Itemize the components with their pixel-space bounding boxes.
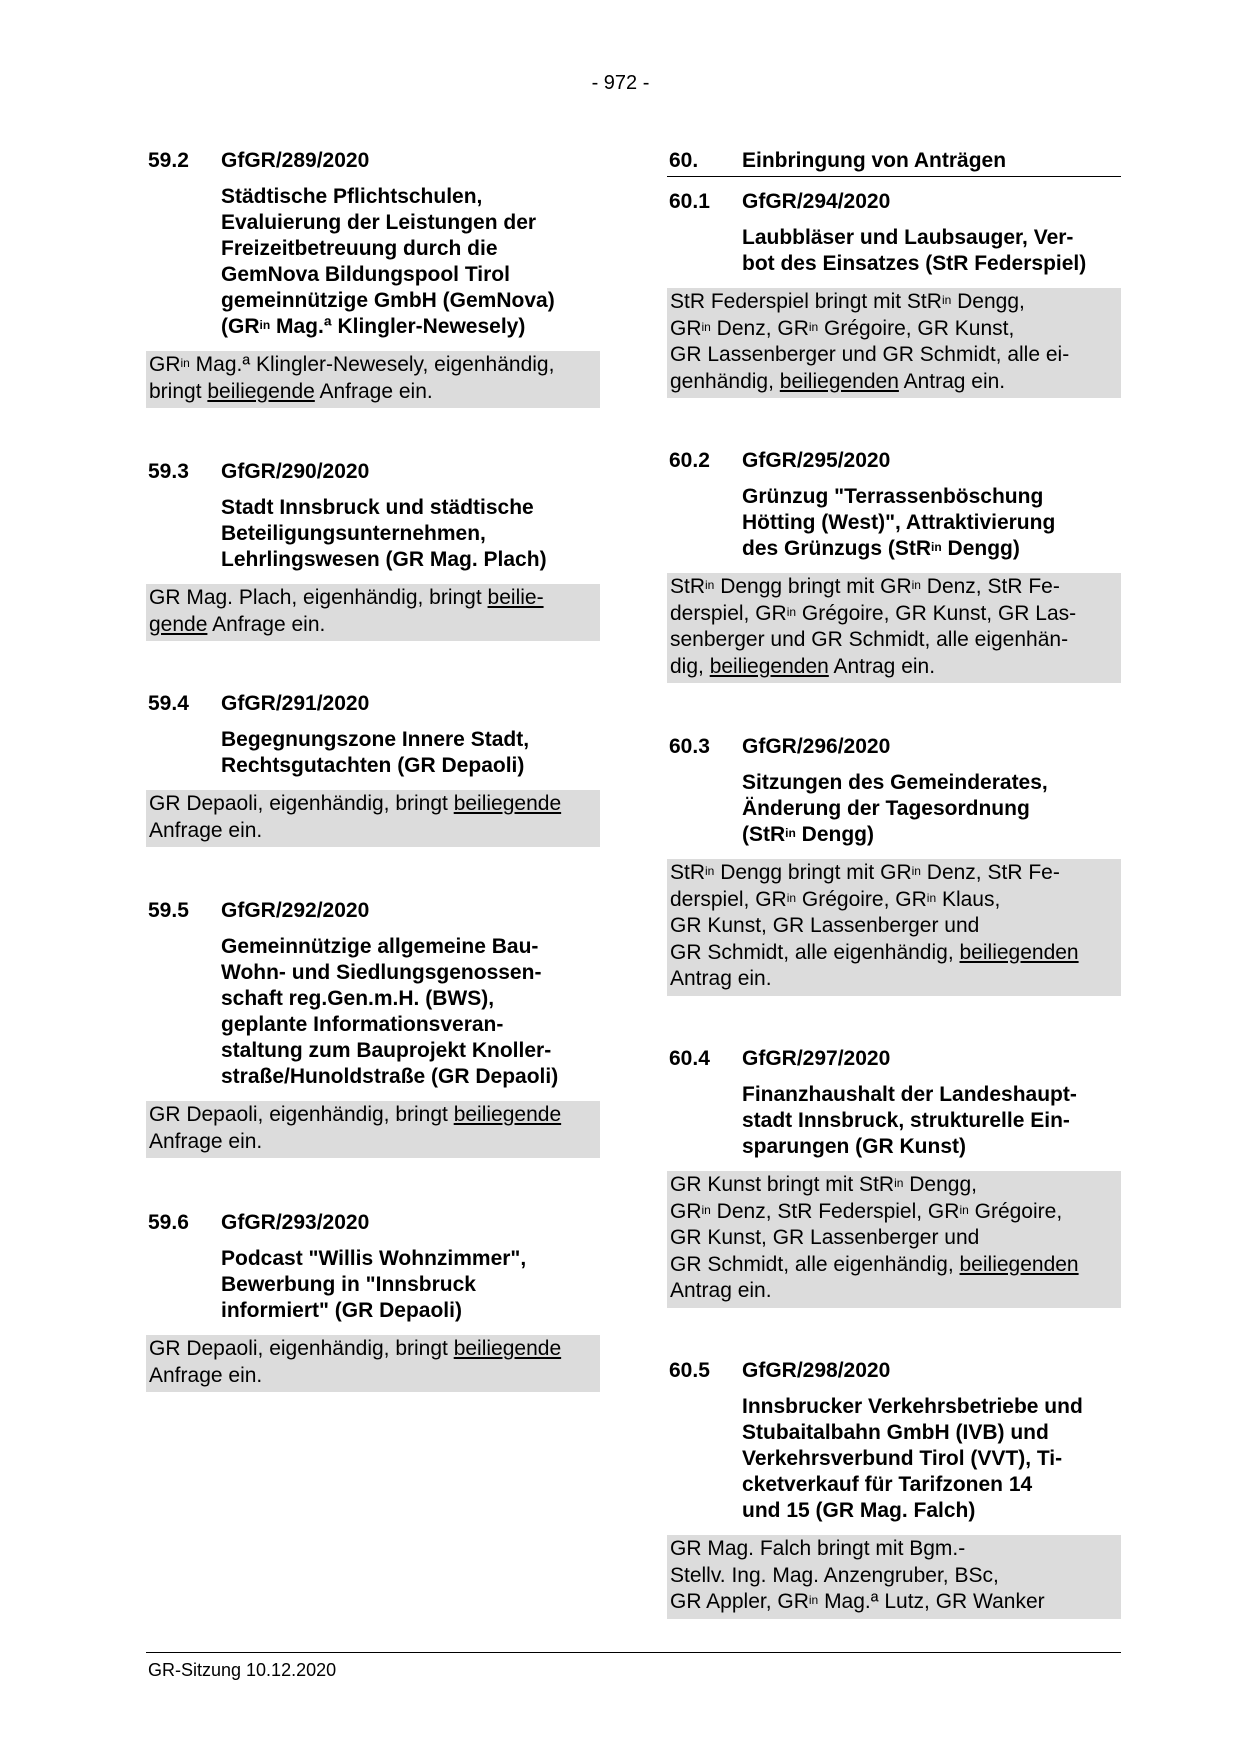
item-code: GfGR/294/2020 [742, 190, 891, 213]
item-text-box: GR Depaoli, eigenhändig, bringt beiliegende Anfrage ein. [146, 790, 600, 847]
item-code: GfGR/298/2020 [742, 1359, 891, 1382]
item-text-box: GR Mag. Plach, eigenhändig, bringt beilie- gende Anfrage ein. [146, 584, 600, 641]
item-title: Stadt Innsbruck und städtische Beteiligungsunternehmen, Lehrlingswesen (GR Mag. Plach) [221, 496, 547, 571]
item-number: 60.2 [669, 449, 710, 472]
item-code: GfGR/289/2020 [221, 149, 370, 172]
item-title: Finanzhaushalt der Landeshaupt- stadt Innsbruck, strukturelle Ein- sparungen (GR Kunst) [742, 1083, 1077, 1158]
agenda-item-60-2 [667, 447, 1121, 683]
item-code: GfGR/291/2020 [221, 692, 370, 715]
item-text-box: StR Federspiel bringt mit StR$^{in}$ Dengg, $GR^{in}$ Denz, $GR^{in}$ Grégoire, GR Kunst, GR Lassenberger und GR Schmidt, alle ei- genhändig, beiliegenden Antrag ein. [667, 288, 1121, 398]
agenda-item-59-2 [146, 147, 600, 408]
item-title: Innsbrucker Verkehrsbetriebe und Stubaitalbahn GmbH (IVB) und Verkehrsverbund Tirol (VVT), Ti- cketverkauf für Tarifzonen 14 und 15 (GR Mag. Falch) [742, 1395, 1083, 1522]
item-number: 60.4 [669, 1047, 710, 1070]
page-number: - 972 - [591, 72, 650, 94]
item-text-box: GR Kunst bringt mit StR$^{in}$ Dengg, $GR^{in}$ Denz, StR Federspiel, $GR^{in}$ Grégoire, GR Kunst, GR Lassenberger und GR Schmidt, alle eigenhändig, beiliegenden Antrag ein. [667, 1171, 1121, 1308]
item-text-box: StR$^{in}$ Dengg bringt mit $GR^{in}$ Denz, StR Fe- derspiel, $GR^{in}$ Grégoire, $GR^{in}$ Klaus, GR Kunst, GR Lassenberger und GR Schmidt, alle eigenhändig, beiliegenden Antrag ein. [667, 859, 1121, 996]
item-code: GfGR/292/2020 [221, 899, 370, 922]
item-code: GfGR/290/2020 [221, 460, 370, 483]
footer-divider [146, 1652, 1121, 1653]
item-code: GfGR/293/2020 [221, 1211, 370, 1234]
section-heading-60 [667, 147, 1121, 177]
agenda-item-60-3 [667, 733, 1121, 996]
agenda-item-59-3 [146, 458, 600, 641]
item-code: GfGR/296/2020 [742, 735, 891, 758]
item-number: 59.5 [148, 899, 189, 922]
item-number: 59.6 [148, 1211, 189, 1234]
agenda-item-60-1 [667, 188, 1121, 398]
agenda-item-60-5 [667, 1357, 1121, 1619]
section-title: Einbringung von Anträgen [742, 149, 1007, 172]
item-text-box: StR$^{in}$ Dengg bringt mit $GR^{in}$ Denz, StR Fe- derspiel, $GR^{in}$ Grégoire, GR Kunst, GR Las- senberger und GR Schmidt, alle eigenhän- dig, beiliegenden Antrag ein. [667, 573, 1121, 683]
item-title: Städtische Pflichtschulen, Evaluierung der Leistungen der Freizeitbetreuung durch die GemNova Bildungspool Tirol gemeinnützige GmbH (GemNova) ($GR^{in}$ Mag.ª Klingler-Newesely) [221, 185, 555, 338]
item-number: 59.4 [148, 692, 189, 715]
agenda-item-59-4 [146, 690, 600, 847]
item-title: Begegnungszone Innere Stadt, Rechtsgutachten (GR Depaoli) [221, 728, 530, 777]
item-text-box: $GR^{in}$ Mag.ª Klingler-Newesely, eigenhändig, bringt beiliegende Anfrage ein. [146, 351, 600, 408]
item-title: Podcast "Willis Wohnzimmer", Bewerbung in "Innsbruck informiert" (GR Depaoli) [221, 1247, 527, 1322]
item-number: 59.3 [148, 460, 189, 483]
item-code: GfGR/297/2020 [742, 1047, 891, 1070]
footer-text: GR-Sitzung 10.12.2020 [148, 1660, 337, 1680]
item-code: GfGR/295/2020 [742, 449, 891, 472]
item-title: Grünzug "Terrassenböschung Hötting (West)", Attraktivierung des Grünzugs (StR$^{in}$ Dengg) [742, 485, 1056, 560]
item-title: Laubbläser und Laubsauger, Ver- bot des Einsatzes (StR Federspiel) [742, 226, 1087, 275]
item-text-box: GR Depaoli, eigenhändig, bringt beiliegende Anfrage ein. [146, 1101, 600, 1158]
item-number: 60.3 [669, 735, 710, 758]
section-number: 60. [669, 149, 699, 172]
agenda-item-59-5 [146, 897, 600, 1158]
agenda-item-60-4 [667, 1045, 1121, 1308]
item-text-box: GR Depaoli, eigenhändig, bringt beiliegende Anfrage ein. [146, 1335, 600, 1392]
item-title: Gemeinnützige allgemeine Bau- Wohn- und Siedlungsgenossen- schaft reg.Gen.m.H. (BWS), geplante Informationsveran- staltung zum Bauprojekt Knoller- straße/Hunoldstraße (GR Depaoli) [221, 935, 559, 1088]
item-number: 60.5 [669, 1359, 710, 1382]
item-text-box: GR Mag. Falch bringt mit Bgm.- Stellv. Ing. Mag. Anzengruber, BSc, GR Appler, $GR^{in}$ Mag.ª Lutz, GR Wanker [667, 1535, 1121, 1619]
agenda-item-59-6 [146, 1209, 600, 1392]
item-number: 59.2 [148, 149, 189, 172]
item-number: 60.1 [669, 190, 710, 213]
item-title: Sitzungen des Gemeinderates, Änderung der Tagesordnung (StR$^{in}$ Dengg) [742, 771, 1048, 846]
